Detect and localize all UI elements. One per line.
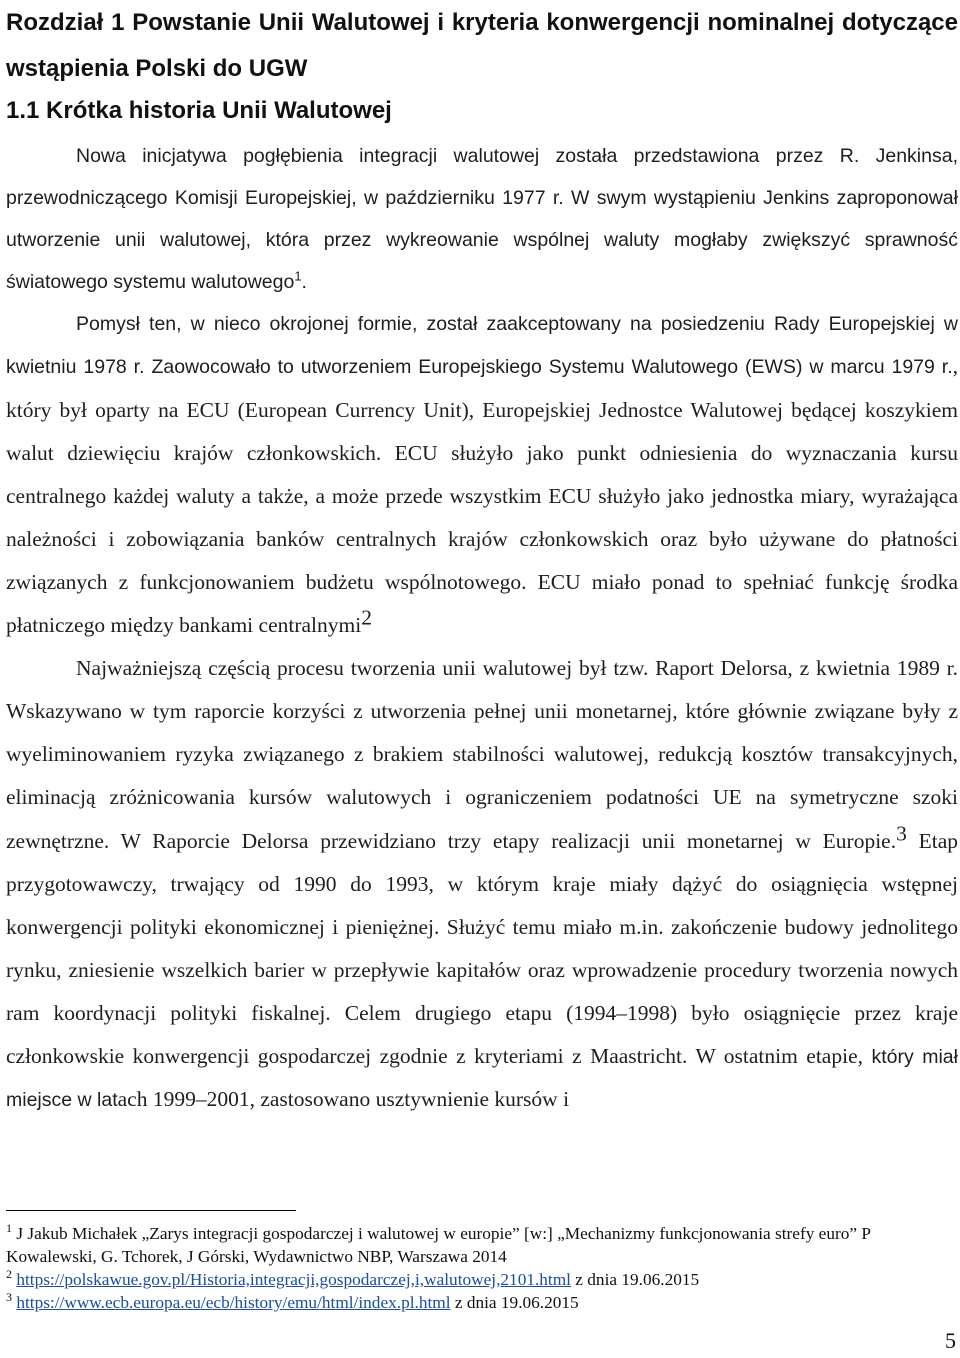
footnote-3 xyxy=(6,1291,958,1314)
paragraph-3-text-3: ach 1999–2001, zastosowano usztywnienie kursów i xyxy=(117,1087,570,1112)
footnote-ref-1[interactable]: 1 xyxy=(294,268,302,284)
paragraph-3-text: Najważniejszą częścią procesu tworzenia unii walutowej był tzw. Raport Delorsa, z kwietnia 1989 r. Wskazywano w tym raporcie korzyści z utworzenia pełnej unii monetarnej, które głównie związane były z wyeliminowaniem ryzyka związanego z brakiem stabilności walutowej, redukcją kosztów transakcyjnych, eliminacją zróżnicowania kursów walutowych i ograniczeniem podatności UE na symetryczne szoki zewnętrzne. W Raporcie Delorsa przewidziano trzy etapy realizacji unii monetarnej w Europie. xyxy=(6,656,958,853)
paragraph-1-text: Nowa inicjatywa pogłębienia integracji walutowej została przedstawiona przez R. Jenkinsa, przewodniczącego Komisji Europejskiej, w październiku 1977 r. W swym wystąpieniu Jenkins zaproponował utworzenie unii walutowej, która przez wykreowanie wspólnej waluty mogłaby zwiększyć sprawność światowego systemu walutowego xyxy=(6,145,958,294)
footnote-number: 3 xyxy=(6,1290,12,1305)
paragraph-3 xyxy=(6,647,958,1121)
footnote-link[interactable]: https://www.ecb.europa.eu/ecb/history/emu/html/index.pl.html xyxy=(16,1293,451,1312)
paragraph-3-text-2: Etap przygotowawczy, trwający od 1990 do 1993, w którym kraje miały dążyć do osiągnięcia wstępnej konwergencji polityki ekonomicznej i pieniężnej. Służyć temu miało m.in. zakończenie budowy jednolitego rynku, zniesienie wszelkich barier w przepływie kapitałów oraz wprowadzenie procedury tworzenia nowych ram koordynacji polityki fiskalnej. Celem drugiego etapu (1994–1998) było osiągnięcie przez kraje członkowskie konwergencji gospodarczej zgodnie z kryteriami z Maastricht. W ostatnim etapie, xyxy=(6,828,958,1068)
footnotes xyxy=(6,1222,958,1314)
paragraph-1 xyxy=(6,135,958,303)
footnote-2 xyxy=(6,1268,958,1291)
footnote-separator xyxy=(6,1210,296,1211)
footnote-link[interactable]: https://polskawue.gov.pl/Historia,integracji,gospodarczej,i,walutowej,2101.html xyxy=(16,1270,571,1289)
page-number: 5 xyxy=(945,1328,956,1353)
footnote-text: J Jakub Michałek „Zarys integracji gospodarczej i walutowej w europie” [w:] „Mechanizmy funkcjonowania strefy euro” P Kowalewski, G. Tchorek, J Górski, Wydawnictwo NBP, Warszawa 2014 xyxy=(6,1224,871,1266)
paragraph-2 xyxy=(6,303,958,647)
footnote-date: z dnia 19.06.2015 xyxy=(570,1270,700,1289)
paragraph-2-sans-text: Pomysł ten, w nieco okrojonej formie, został zaakceptowany na posiedzeniu Rady Europejskiej w kwietniu 1978 r. Zaowocowało to utworzeniem Europejskiego Systemu Walutowego (EWS) w marcu 1979 r. xyxy=(6,313,958,379)
paragraph-1-tail: . xyxy=(301,271,307,294)
footnote-date: z dnia 19.06.2015 xyxy=(450,1293,579,1312)
footnote-ref-2[interactable]: 2 xyxy=(361,605,372,630)
paragraph-3-sans-text: który miał miejsce w lat xyxy=(6,1045,958,1112)
footnote-1 xyxy=(6,1222,958,1268)
section-title: 1.1 Krótka historia Unii Walutowej xyxy=(6,97,392,124)
footnote-number: 2 xyxy=(6,1267,12,1282)
chapter-title: Rozdział 1 Powstanie Unii Walutowej i kryteria konwergencji nominalnej dotyczące wstąpienia Polski do UGW xyxy=(6,9,958,82)
body-text xyxy=(6,135,958,1121)
footnote-ref-3[interactable]: 3 xyxy=(896,821,907,845)
footnote-number: 1 xyxy=(6,1221,12,1236)
paragraph-2-serif-text: , który był oparty na ECU (European Currency Unit), Europejskiej Jednostce Walutowej będącej koszykiem walut dziewięciu krajów członkowskich. ECU służyło jako punkt odniesienia do wyznaczania kursu centralnego każdej waluty a także, a może przede wszystkim ECU służyło jako jednostka miary, wyrażająca należności i zobowiązania banków centralnych krajów członkowskich oraz było używane do płatności związanych z funkcjonowaniem budżetu wspólnotowego. ECU miało ponad to spełniać funkcję środka płatniczego między bankami centralnymi xyxy=(6,354,958,638)
